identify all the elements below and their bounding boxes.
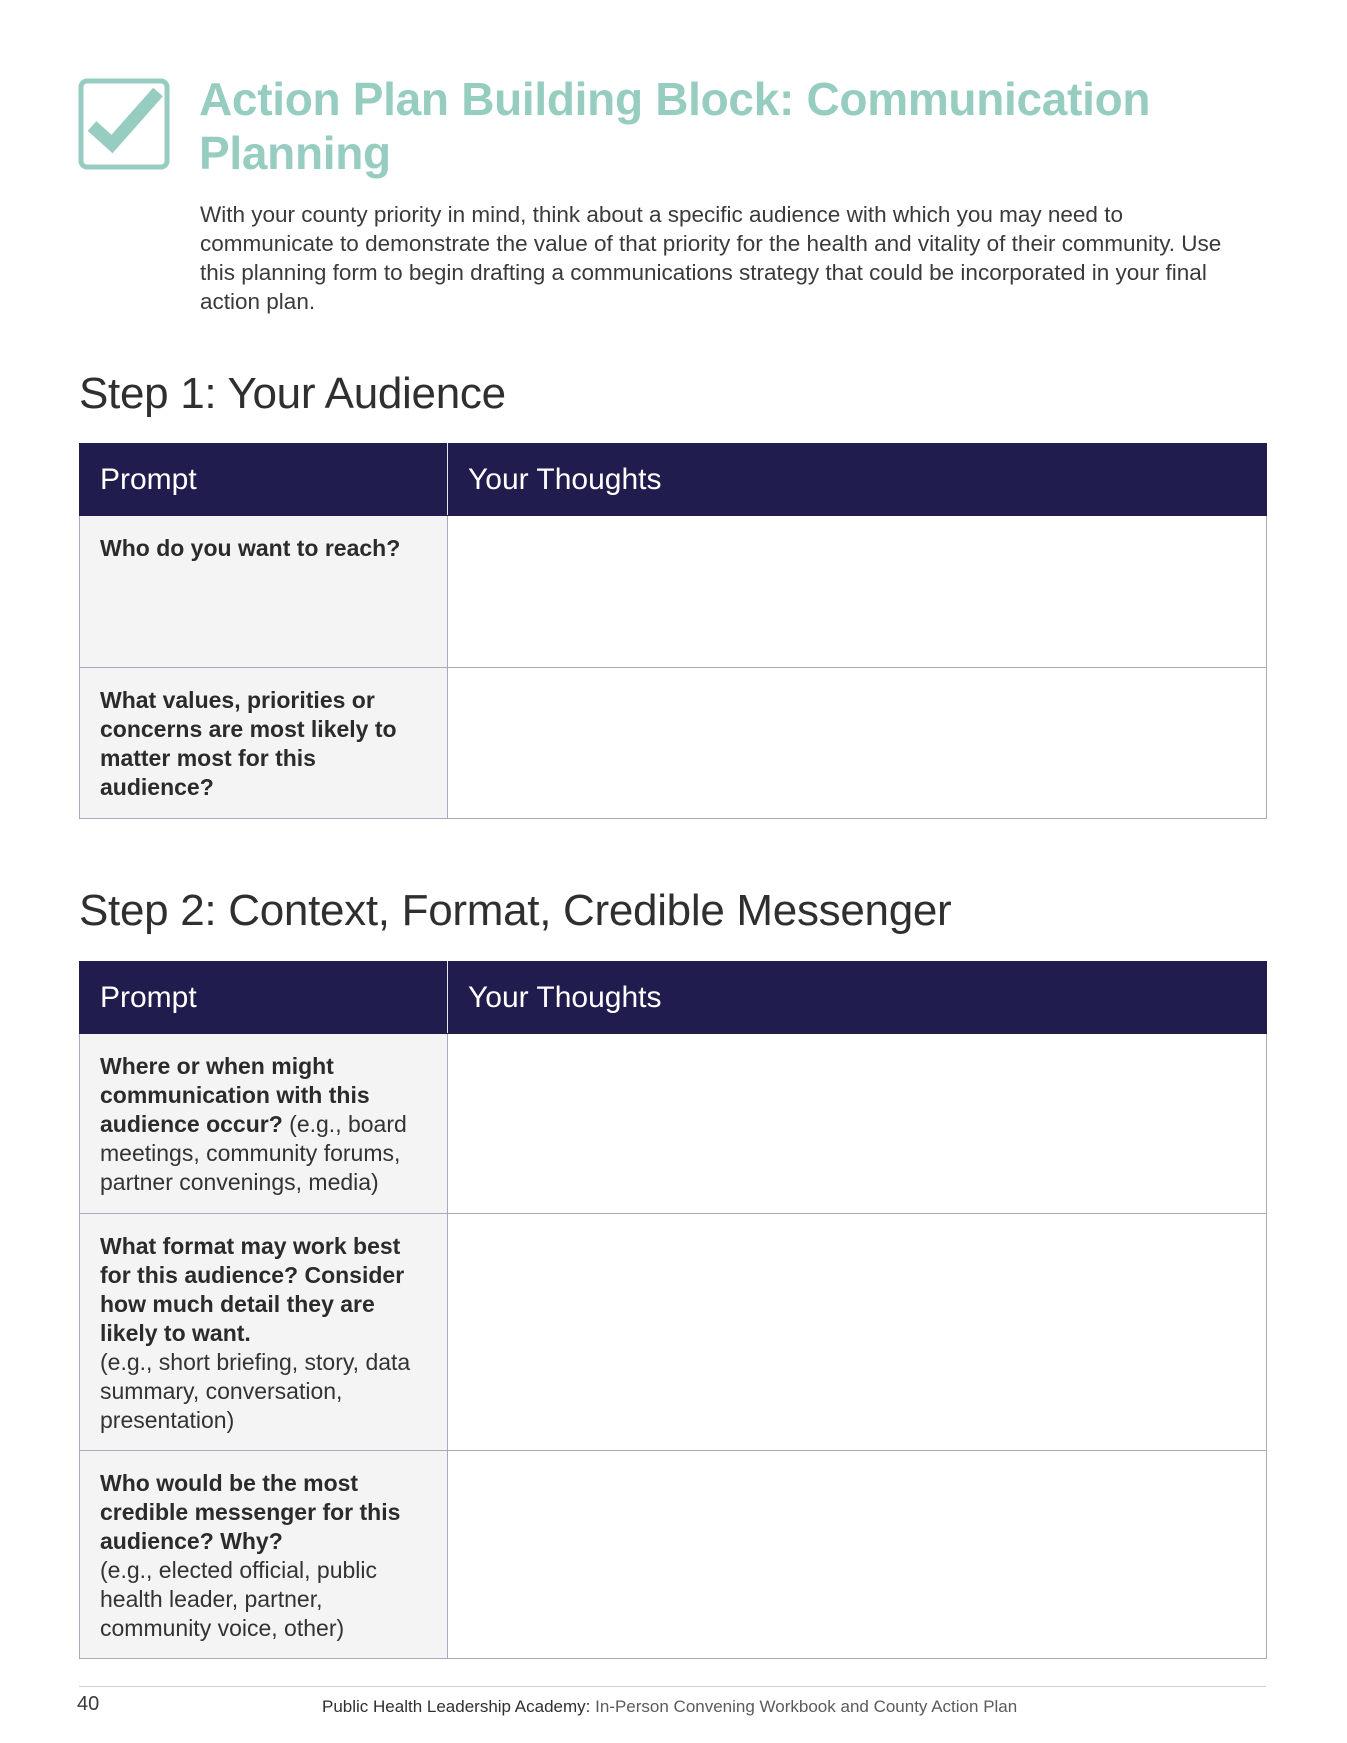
thoughts-answer-field[interactable] — [448, 516, 1267, 668]
column-header-your-thoughts: Your Thoughts — [448, 962, 1267, 1034]
prompt-question: What format may work best for this audience? Consider how much detail they are likely to want. — [100, 1233, 405, 1346]
prompt-cell — [80, 516, 448, 668]
prompt-examples: (e.g., elected official, public health leader, partner, community voice, other) — [100, 1557, 378, 1641]
prompt-cell — [80, 1214, 448, 1451]
table-row — [80, 1034, 1267, 1214]
footer-publication-title — [322, 1696, 1017, 1718]
table-row — [80, 516, 1267, 668]
page-number: 40 — [77, 1693, 100, 1715]
step2-heading: Step 2: Context, Format, Credible Messenger — [79, 886, 952, 935]
column-header-prompt: Prompt — [80, 962, 448, 1034]
prompt-question: What values, priorities or concerns are most likely to matter most for this audience? — [100, 687, 397, 800]
checkbox-check-icon — [78, 78, 170, 170]
column-header-your-thoughts: Your Thoughts — [448, 444, 1267, 516]
thoughts-answer-field[interactable] — [448, 1451, 1267, 1659]
table-row — [80, 1214, 1267, 1451]
step1-table — [79, 443, 1267, 819]
footer-title-lead: Public Health Leadership Academy: — [322, 1697, 591, 1716]
footer-title-rest: In-Person Convening Workbook and County Action Plan — [590, 1697, 1018, 1716]
step1-heading: Step 1: Your Audience — [79, 369, 506, 418]
step2-table — [79, 961, 1267, 1659]
prompt-question: Who would be the most credible messenger for this audience? Why? — [100, 1470, 401, 1554]
prompt-cell — [80, 1451, 448, 1659]
prompt-question: Where or when might communication with this audience occur? — [100, 1053, 370, 1137]
thoughts-answer-field[interactable] — [448, 1214, 1267, 1451]
footer-divider — [79, 1686, 1266, 1687]
prompt-examples: (e.g., short briefing, story, data summary, conversation, presentation) — [100, 1349, 411, 1433]
table-row — [80, 668, 1267, 819]
prompt-cell — [80, 668, 448, 819]
column-header-prompt: Prompt — [80, 444, 448, 516]
page-title-line-2: Planning — [199, 127, 391, 179]
prompt-question: Who do you want to reach? — [100, 535, 401, 561]
thoughts-answer-field[interactable] — [448, 668, 1267, 819]
table-header-row — [80, 962, 1267, 1034]
thoughts-answer-field[interactable] — [448, 1034, 1267, 1214]
table-header-row — [80, 444, 1267, 516]
page-title — [199, 72, 1259, 180]
prompt-cell — [80, 1034, 448, 1214]
page-title-line-1: Action Plan Building Block: Communication — [199, 73, 1151, 125]
prompt-examples: (e.g., board meetings, community forums, partner convenings, media) — [100, 1111, 407, 1195]
intro-paragraph: With your county priority in mind, think about a specific audience with which you may need to communicate to demonstrate the value of that priority for the health and vitality of their community. Use this planning form to begin drafting a communications strategy that could be incorporated in your final action plan. — [200, 202, 1222, 314]
table-row — [80, 1451, 1267, 1659]
